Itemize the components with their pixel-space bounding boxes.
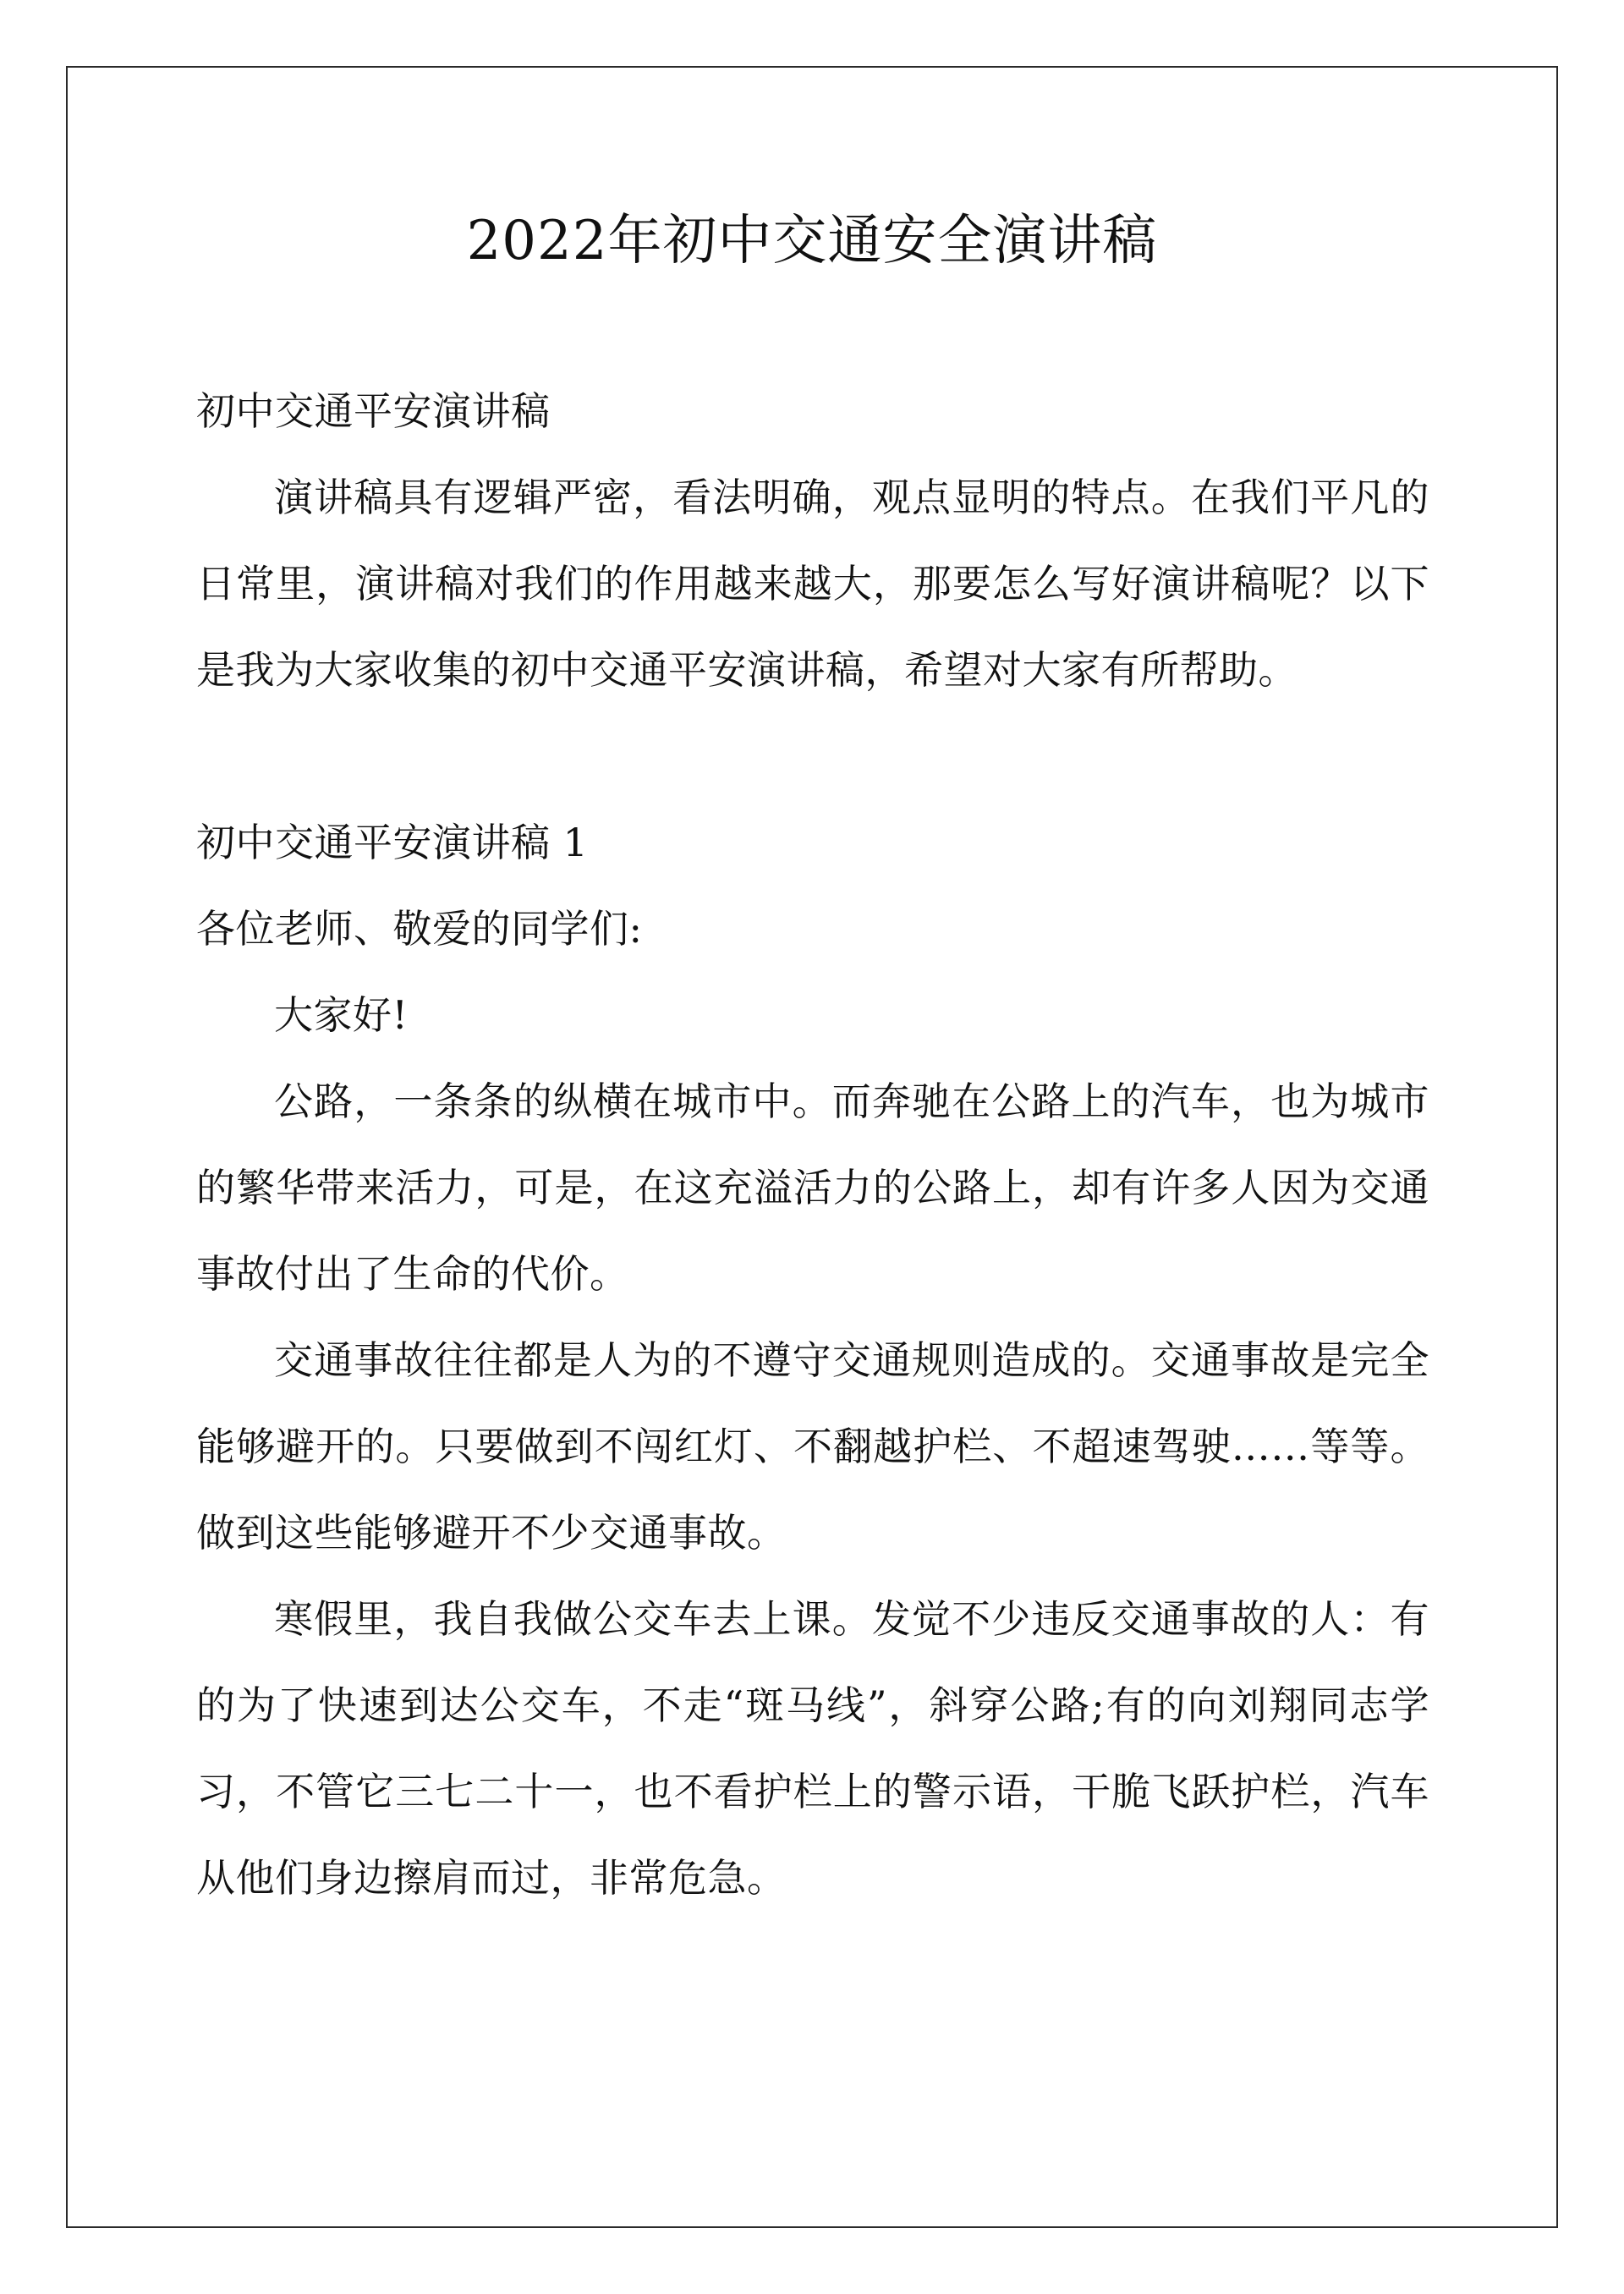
- blank-line: [196, 713, 1429, 799]
- body-paragraph: 寒假里，我自我做公交车去上课。发觉不少违反交通事故的人：有的为了快速到达公交车，不走“斑马线”，斜穿公路;有的向刘翔同志学习，不管它三七二十一，也不看护栏上的警示语，干脆飞跃护栏，汽车从他们身边擦肩而过，非常危急。: [196, 1596, 1429, 1901]
- intro-paragraph: 演讲稿具有逻辑严密，看法明确，观点显明的特点。在我们平凡的日常里，演讲稿对我们的作用越来越大，那要怎么写好演讲稿呢？以下是我为大家收集的初中交通平安演讲稿，希望对大家有所帮助。: [196, 475, 1429, 693]
- salutation: 各位老师、敬爱的同学们:: [196, 906, 643, 952]
- body-paragraph: 公路，一条条的纵横在城市中。而奔驰在公路上的汽车，也为城市的繁华带来活力，可是，在这充溢活力的公路上，却有许多人因为交通事故付出了生命的代价。: [196, 1078, 1429, 1297]
- body-paragraph: 交通事故往往都是人为的不遵守交通规则造成的。交通事故是完全能够避开的。只要做到不闯红灯、不翻越护栏、不超速驾驶……等等。做到这些能够避开不少交通事故。: [196, 1337, 1429, 1556]
- section-heading: 初中交通平安演讲稿: [196, 388, 551, 434]
- greeting: 大家好!: [274, 992, 409, 1038]
- document-title: 2022年初中交通安全演讲稿: [466, 210, 1158, 272]
- speech-heading: 初中交通平安演讲稿 1: [196, 820, 589, 865]
- document-body: [196, 368, 1429, 1921]
